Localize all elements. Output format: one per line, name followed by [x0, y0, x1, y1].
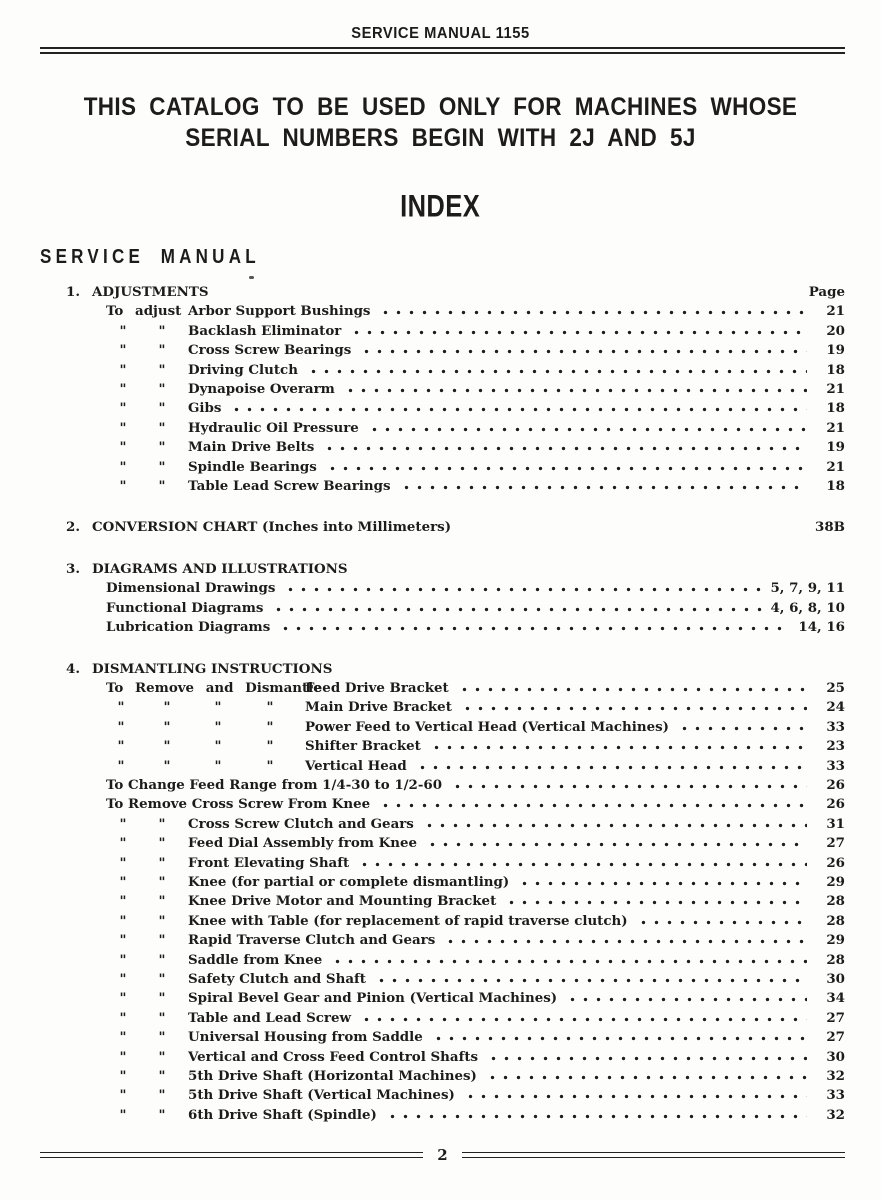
page-number: 23: [826, 738, 845, 755]
page-number: 14, 16: [798, 619, 845, 636]
index-row: [66, 1106, 845, 1125]
entry-label: Gibs: [188, 400, 222, 417]
page-number: 21: [826, 303, 845, 320]
entry-prefix: [106, 1086, 188, 1105]
ditto-mark: ": [158, 1048, 166, 1065]
entry-label: Knee Drive Motor and Mounting Bracket: [188, 893, 497, 910]
entry-label: Cross Screw Bearings: [188, 342, 352, 359]
entry-prefix: [106, 892, 188, 911]
section-title: ADJUSTMENTS: [92, 284, 209, 300]
index-row: [66, 618, 845, 637]
dot-leader: [635, 920, 807, 925]
page-number: 31: [826, 815, 845, 832]
entry-label: Vertical Head: [305, 757, 407, 774]
section-number: 2.: [66, 519, 80, 536]
page-column-label: Page: [808, 284, 845, 300]
dot-leader: [421, 823, 807, 828]
page-number: 30: [826, 1048, 845, 1065]
entry-label: 5th Drive Shaft (Horizontal Machines): [188, 1068, 477, 1085]
entry-prefix: [106, 1048, 188, 1067]
catalog-notice: [0, 92, 881, 154]
ditto-mark: ": [119, 873, 127, 890]
page-number: 26: [826, 854, 845, 871]
ditto-mark: ": [119, 322, 127, 339]
index-row: [66, 322, 845, 341]
dot-leader: [456, 687, 807, 692]
dot-leader: [428, 745, 807, 750]
dot-leader: [366, 427, 807, 432]
entry-prefix: [106, 815, 188, 834]
entry-prefix: [106, 399, 188, 418]
entry-label: Cross Screw Clutch and Gears: [188, 815, 414, 832]
entry-prefix: [106, 718, 305, 737]
dot-leader: [459, 706, 807, 711]
entry-label: Shifter Bracket: [305, 738, 421, 755]
ditto-mark: ": [119, 1087, 127, 1104]
index-row: [66, 1067, 845, 1086]
entry-prefix: [106, 970, 188, 989]
ditto-mark: ": [117, 699, 125, 716]
dot-leader: [462, 1094, 807, 1099]
entry-prefix: [106, 912, 188, 931]
entry-label: To Remove Cross Screw From Knee: [106, 796, 371, 813]
index-row: [66, 776, 845, 795]
entry-label: Functional Diagrams: [106, 599, 264, 616]
page-number: 21: [826, 419, 845, 436]
index-row: [66, 438, 845, 457]
page-number: 28: [826, 951, 845, 968]
page-number: 18: [826, 400, 845, 417]
ditto-mark: ": [158, 951, 166, 968]
entry-prefix: [106, 989, 188, 1008]
ditto-mark: ": [158, 478, 166, 495]
index-row: [66, 302, 845, 321]
section-title: DISMANTLING INSTRUCTIONS: [92, 660, 333, 677]
entry-label: Universal Housing from Saddle: [188, 1029, 423, 1046]
header-double-rule: [40, 47, 845, 54]
index-title: [0, 190, 881, 224]
footer-page-number: 2: [437, 1146, 448, 1164]
index-row: [66, 380, 845, 399]
ditto-mark: ": [119, 815, 127, 832]
dot-leader: [270, 607, 762, 612]
entry-prefix: [106, 757, 305, 776]
ditto-mark: ": [119, 893, 127, 910]
dot-leader: [342, 388, 807, 393]
ditto-mark: ": [119, 971, 127, 987]
entry-prefix: [106, 380, 188, 399]
index-row: [66, 834, 845, 853]
ditto-mark: ": [158, 342, 166, 359]
ditto-mark: ": [119, 932, 127, 949]
ditto-mark: ": [163, 738, 171, 755]
page-number: 28: [826, 893, 845, 910]
ditto-mark: ": [266, 699, 274, 716]
dot-leader: [305, 369, 807, 374]
dot-leader: [358, 1017, 807, 1022]
page-number: 24: [826, 699, 845, 716]
section-title: DIAGRAMS AND ILLUSTRATIONS: [92, 560, 348, 577]
page-number: 27: [826, 835, 845, 852]
ditto-mark: ": [163, 718, 171, 735]
section-title: CONVERSION CHART (Inches into Millimeters): [92, 519, 452, 536]
page-header-title: SERVICE MANUAL 1155: [351, 25, 530, 42]
ditto-mark: ": [119, 1106, 127, 1123]
index-row: [66, 1086, 845, 1105]
dot-leader: [277, 626, 790, 631]
ditto-mark: ": [158, 1106, 166, 1123]
index-section: [66, 518, 845, 537]
ditto-mark: ": [266, 738, 274, 755]
page-number: 21: [826, 381, 845, 398]
dot-leader: [377, 310, 807, 315]
entry-prefix: [106, 698, 305, 717]
page-number: 32: [826, 1106, 845, 1123]
ditto-mark: ": [158, 835, 166, 852]
index-row: [66, 361, 845, 380]
page-number: 26: [826, 776, 845, 793]
entry-label: Rapid Traverse Clutch and Gears: [188, 932, 436, 949]
entry-prefix: [106, 438, 188, 457]
ditto-mark: ": [119, 361, 127, 378]
footer-rule-right: [462, 1152, 845, 1158]
index-row: [66, 892, 845, 911]
ditto-mark: ": [214, 699, 222, 716]
index-row: [66, 737, 845, 756]
page-number: 32: [826, 1068, 845, 1085]
entry-label: Arbor Support Bushings: [188, 303, 371, 320]
index-row: [66, 399, 845, 418]
page-number: 33: [826, 757, 845, 774]
section-page-number: 38B: [815, 519, 845, 536]
page-number: 25: [826, 679, 845, 696]
entry-label: Knee (for partial or complete dismantling): [188, 873, 510, 890]
ditto-mark: ": [117, 757, 125, 774]
ditto-mark: ": [158, 1087, 166, 1104]
entry-prefix: [106, 1009, 188, 1028]
entry-prefix: [106, 1028, 188, 1047]
entry-label: Feed Drive Bracket: [305, 679, 449, 696]
section-number: 3.: [66, 560, 80, 577]
ditto-mark: ": [158, 971, 166, 987]
entry-label: Power Feed to Vertical Head (Vertical Machines): [305, 718, 670, 735]
page-number: 18: [826, 478, 845, 495]
catalog-notice-line1: THIS CATALOG TO BE USED ONLY FOR MACHINES WHOSE: [83, 93, 798, 121]
entry-prefix: To adjust: [106, 303, 182, 320]
index-row: [66, 341, 845, 360]
entry-prefix: [106, 1106, 188, 1125]
ditto-mark: ": [158, 361, 166, 378]
entry-label: Spindle Bearings: [188, 458, 317, 475]
entry-label: Knee with Table (for replacement of rapid traverse clutch): [188, 912, 628, 929]
entry-label: Dimensional Drawings: [106, 580, 276, 597]
ditto-mark: ": [119, 342, 127, 359]
dot-leader: [329, 959, 807, 964]
dot-leader: [373, 978, 807, 983]
entry-label: Front Elevating Shaft: [188, 854, 350, 871]
ditto-mark: ": [158, 322, 166, 339]
index-row: [66, 989, 845, 1008]
entry-prefix: [106, 873, 188, 892]
page-number: 5, 7, 9, 11: [770, 580, 845, 597]
page-number: 30: [826, 971, 845, 987]
page-number: 33: [826, 1087, 845, 1104]
ditto-mark: ": [119, 400, 127, 417]
entry-label: Driving Clutch: [188, 361, 298, 378]
dot-leader: [398, 485, 807, 490]
page-number: 19: [826, 342, 845, 359]
entry-label: Saddle from Knee: [188, 951, 323, 968]
dot-leader: [503, 900, 807, 905]
ditto-mark: ": [158, 990, 166, 1007]
ditto-mark: ": [119, 1068, 127, 1085]
ditto-mark: ": [158, 854, 166, 871]
ditto-mark: ": [119, 854, 127, 871]
entry-label: 5th Drive Shaft (Vertical Machines): [188, 1087, 455, 1104]
entry-label: Main Drive Belts: [188, 439, 315, 456]
dot-leader: [356, 862, 807, 867]
index-row: [66, 795, 845, 814]
entry-label: Dynapoise Overarm: [188, 381, 335, 398]
index-row: [66, 419, 845, 438]
entry-label: Vertical and Cross Feed Control Shafts: [188, 1048, 479, 1065]
index-row: [66, 599, 845, 618]
entry-prefix: [106, 951, 188, 970]
page-number: 33: [826, 718, 845, 735]
ditto-mark: ": [119, 1048, 127, 1065]
dot-leader: [321, 446, 807, 451]
ditto-mark: ": [158, 873, 166, 890]
section-heading: [66, 660, 845, 679]
index-row: [66, 1028, 845, 1047]
index-row: [66, 458, 845, 477]
section-heading: [66, 518, 845, 537]
dot-leader: [516, 881, 807, 886]
index-row: [66, 477, 845, 496]
index-row: [66, 679, 845, 698]
index-row: [66, 1048, 845, 1067]
dot-leader: [348, 330, 807, 335]
section-number: 1.: [66, 284, 80, 300]
dot-leader: [485, 1056, 807, 1061]
dot-leader: [564, 997, 807, 1002]
ditto-mark: ": [158, 932, 166, 949]
entry-prefix: To Remove and Dismantle: [106, 679, 322, 696]
index-row: [66, 951, 845, 970]
ditto-mark: ": [266, 757, 274, 774]
entry-prefix: [106, 361, 188, 380]
ditto-mark: ": [158, 1009, 166, 1026]
ditto-mark: ": [214, 757, 222, 774]
index-sections: [66, 283, 845, 1125]
ditto-mark: ": [158, 1068, 166, 1085]
ditto-mark: ": [163, 699, 171, 716]
entry-label: Table Lead Screw Bearings: [188, 478, 391, 495]
index-row: [66, 1009, 845, 1028]
entry-prefix: [106, 477, 188, 496]
dot-leader: [282, 587, 762, 592]
dot-leader: [377, 803, 807, 808]
entry-prefix: [106, 737, 305, 756]
page-number: 34: [826, 990, 845, 1007]
dot-leader: [424, 842, 807, 847]
entry-label: Main Drive Bracket: [305, 699, 452, 716]
footer-rule-left: [40, 1152, 423, 1158]
entry-label: To Change Feed Range from 1/4-30 to 1/2-60: [106, 776, 443, 793]
ditto-mark: ": [158, 815, 166, 832]
dot-leader: [676, 726, 807, 731]
page-number: 26: [826, 796, 845, 813]
catalog-notice-line2: SERIAL NUMBERS BEGIN WITH 2J AND 5J: [185, 124, 696, 152]
ditto-mark: ": [117, 738, 125, 755]
ditto-mark: ": [158, 419, 166, 436]
entry-prefix: [106, 931, 188, 950]
ditto-mark: ": [214, 718, 222, 735]
entry-label: Safety Clutch and Shaft: [188, 971, 366, 987]
entry-label: Backlash Eliminator: [188, 322, 342, 339]
index-row: [66, 718, 845, 737]
entry-label: Lubrication Diagrams: [106, 619, 271, 636]
ditto-mark: ": [266, 718, 274, 735]
ditto-mark: ": [158, 912, 166, 929]
ditto-mark: ": [119, 1029, 127, 1046]
ditto-mark: ": [119, 1009, 127, 1026]
ditto-mark: ": [119, 990, 127, 1007]
ditto-mark: ": [119, 478, 127, 495]
page-number: 27: [826, 1029, 845, 1046]
page-number: 27: [826, 1009, 845, 1026]
service-manual-heading: SERVICE MANUAL: [40, 246, 260, 268]
entry-prefix: [106, 834, 188, 853]
dot-leader: [228, 407, 807, 412]
index-row: [66, 912, 845, 931]
ditto-mark: ": [119, 835, 127, 852]
section-number: 4.: [66, 660, 80, 677]
ditto-mark: ": [158, 400, 166, 417]
section-heading: [66, 560, 845, 579]
entry-label: 6th Drive Shaft (Spindle): [188, 1106, 377, 1123]
dot-leader: [449, 784, 807, 789]
entry-prefix: [106, 854, 188, 873]
entry-label: Hydraulic Oil Pressure: [188, 419, 359, 436]
dot-leader: [430, 1036, 807, 1041]
ditto-mark: ": [119, 912, 127, 929]
ditto-mark: ": [119, 381, 127, 398]
ditto-mark: ": [158, 1029, 166, 1046]
index-row: [66, 579, 845, 598]
page-number: 29: [826, 873, 845, 890]
page-number: 18: [826, 361, 845, 378]
ditto-mark: ": [117, 718, 125, 735]
ditto-mark: ": [158, 439, 166, 456]
ditto-mark: ": [119, 458, 127, 475]
dot-leader: [324, 466, 807, 471]
entry-label: Spiral Bevel Gear and Pinion (Vertical Machines): [188, 990, 558, 1007]
ditto-mark: ": [119, 951, 127, 968]
index-row: [66, 698, 845, 717]
index-row: [66, 931, 845, 950]
index-row: [66, 815, 845, 834]
index-section: [66, 283, 845, 496]
index-row: [66, 970, 845, 989]
index-section: [66, 660, 845, 1126]
page-number: 19: [826, 439, 845, 456]
index-section: [66, 560, 845, 638]
ditto-mark: ": [214, 738, 222, 755]
ditto-mark: ": [119, 439, 127, 456]
dot-leader: [384, 1114, 807, 1119]
dot-leader: [414, 765, 807, 770]
page-number: 28: [826, 912, 845, 929]
index-row: [66, 873, 845, 892]
page-number: 29: [826, 932, 845, 949]
entry-prefix: [106, 322, 188, 341]
entry-prefix: [106, 419, 188, 438]
page-number: 20: [826, 322, 845, 339]
page-number: 21: [826, 458, 845, 475]
entry-label: Feed Dial Assembly from Knee: [188, 835, 418, 852]
scan-artifact: [249, 276, 254, 279]
entry-prefix: [106, 341, 188, 360]
index-row: [66, 854, 845, 873]
entry-label: Table and Lead Screw: [188, 1009, 351, 1026]
ditto-mark: ": [163, 757, 171, 774]
dot-leader: [358, 349, 807, 354]
dot-leader: [442, 939, 807, 944]
ditto-mark: ": [119, 419, 127, 436]
entry-prefix: [106, 1067, 188, 1086]
section-heading: [66, 283, 845, 302]
page-footer: [40, 1146, 845, 1164]
ditto-mark: ": [158, 458, 166, 475]
ditto-mark: ": [158, 893, 166, 910]
index-title-text: INDEX: [400, 189, 481, 224]
dot-leader: [484, 1075, 807, 1080]
page-number: 4, 6, 8, 10: [770, 599, 845, 616]
index-row: [66, 757, 845, 776]
ditto-mark: ": [158, 381, 166, 398]
entry-prefix: [106, 458, 188, 477]
